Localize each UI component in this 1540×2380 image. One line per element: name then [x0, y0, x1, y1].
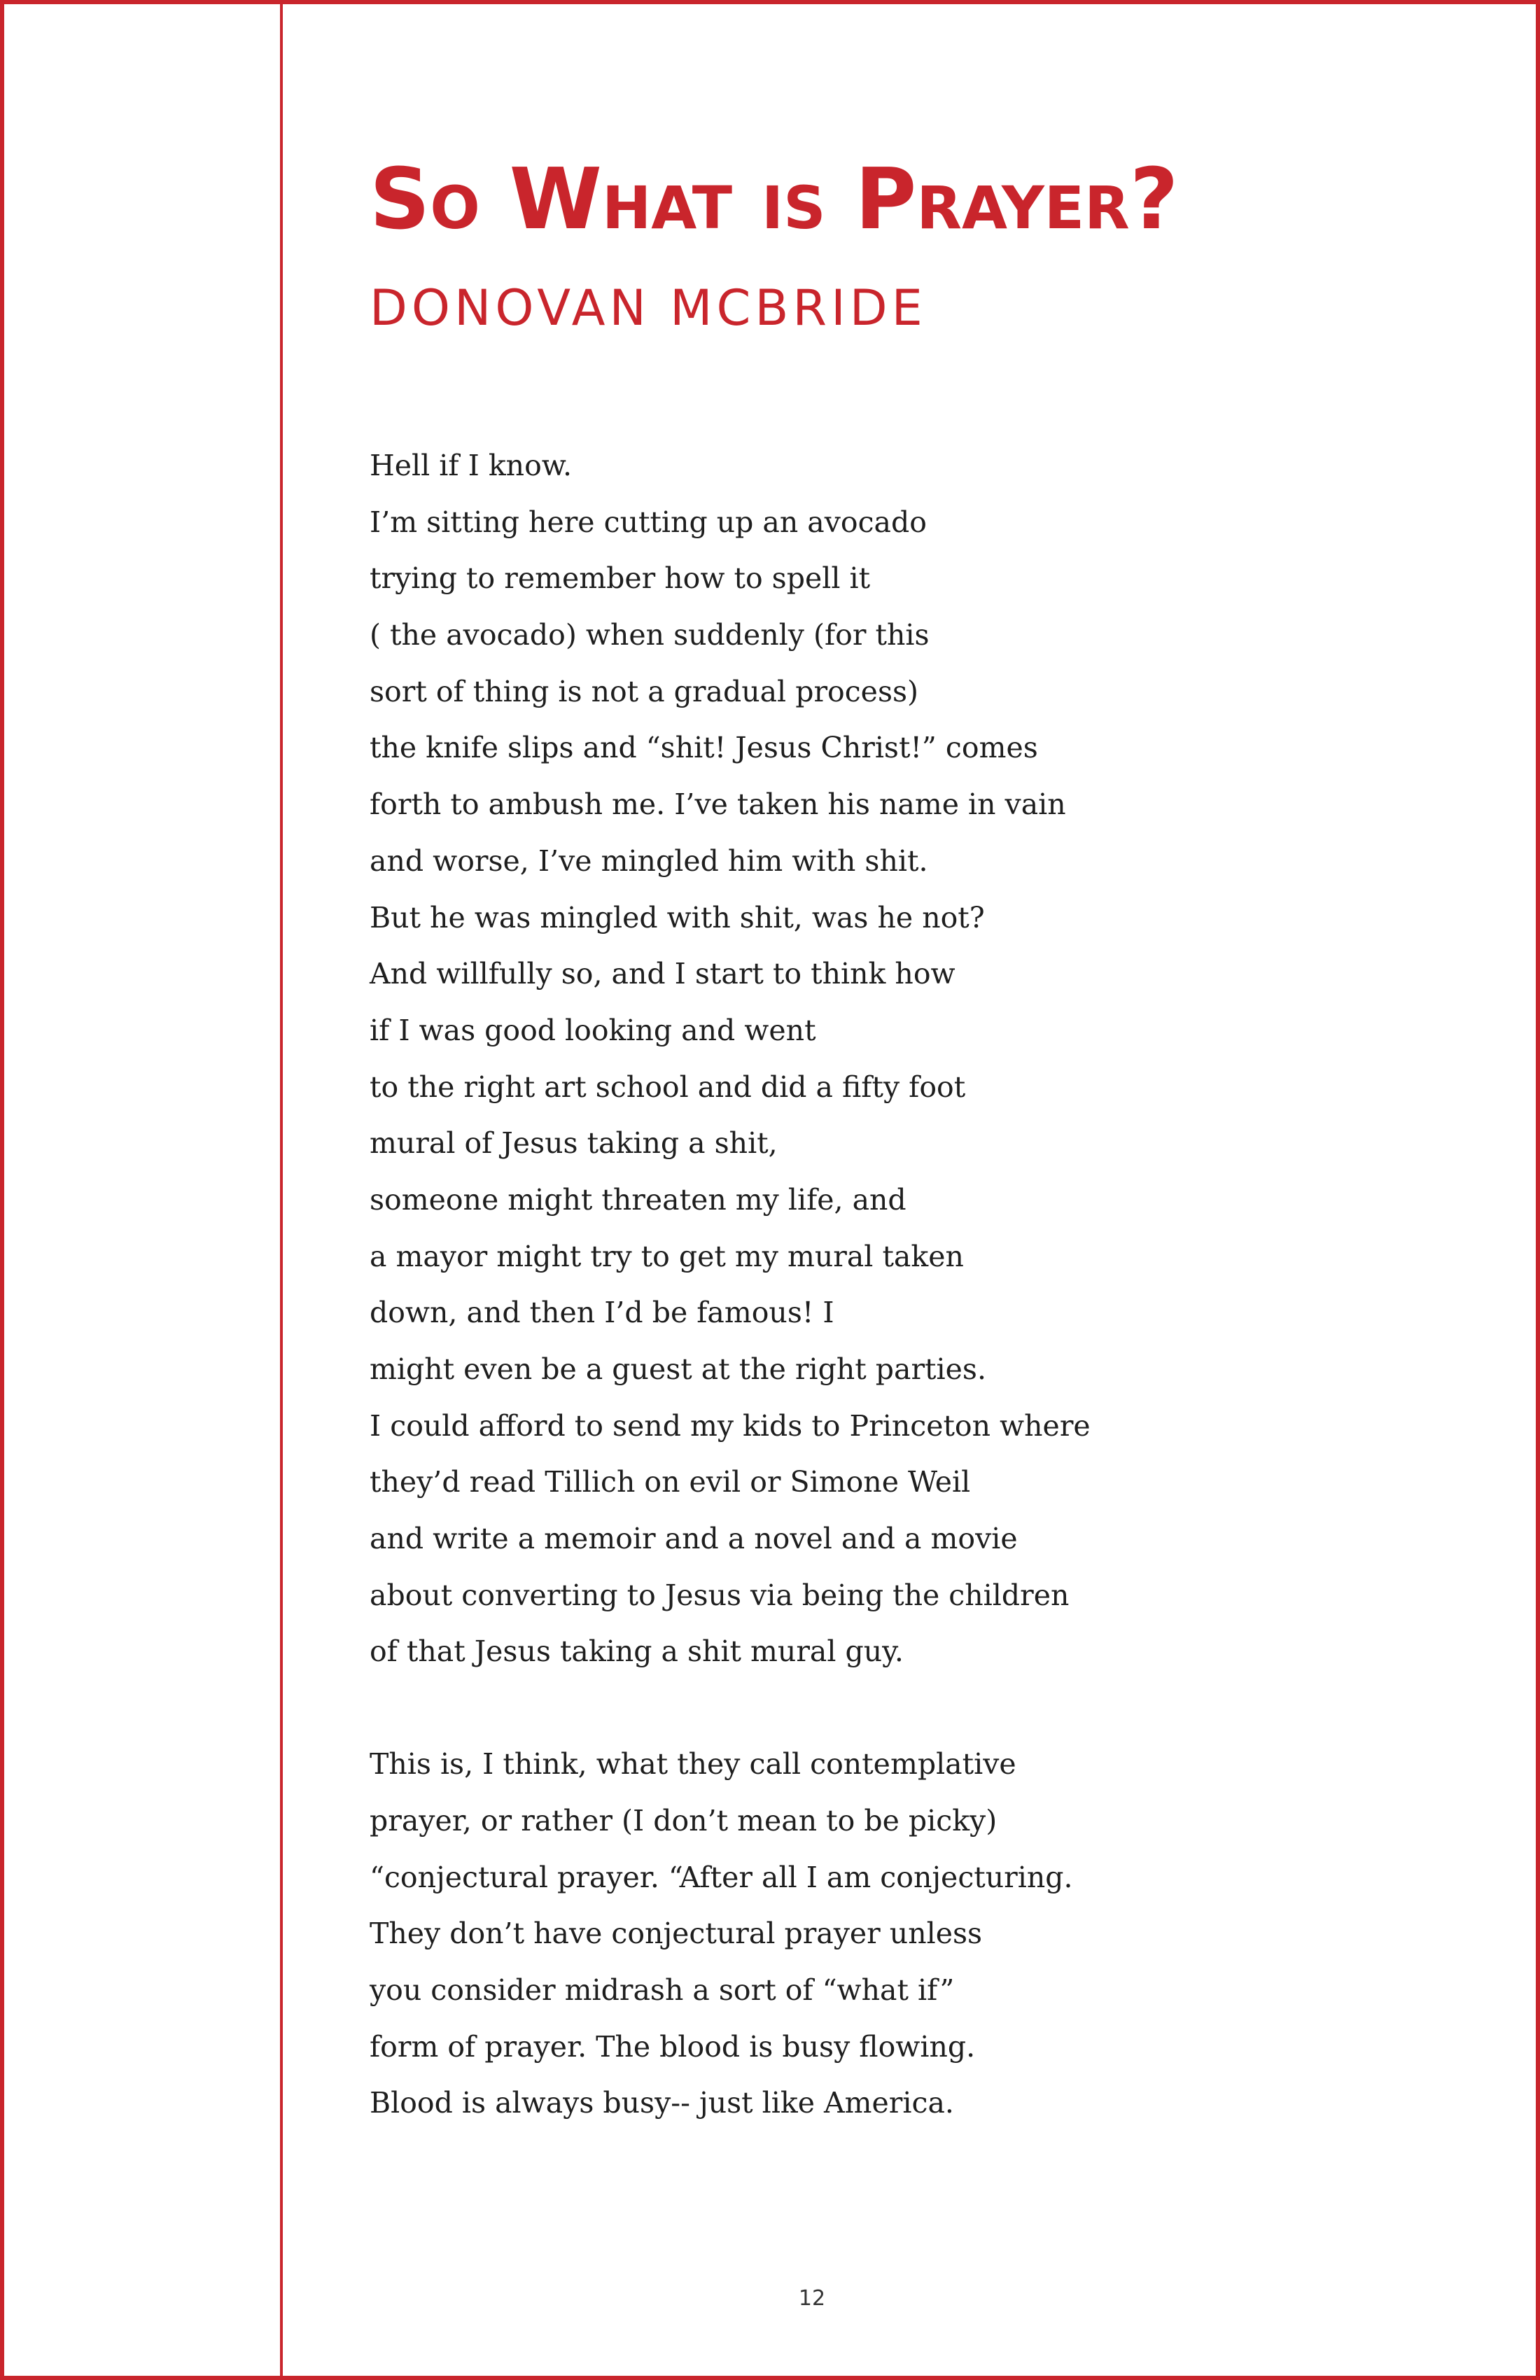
- poem-line: if I was good looking and went: [370, 1013, 816, 1047]
- author-name: DONOVAN MCBRIDE: [370, 279, 927, 337]
- poem-line: and worse, I’ve mingled him with shit.: [370, 844, 928, 878]
- poem-line: prayer, or rather (I don’t mean to be picky): [370, 1803, 997, 1837]
- poem-line: might even be a guest at the right parties.: [370, 1352, 986, 1386]
- poem-line: down, and then I’d be famous! I: [370, 1296, 834, 1330]
- poem-line: a mayor might try to get my mural taken: [370, 1239, 964, 1273]
- poem-line: they’d read Tillich on evil or Simone Weil: [370, 1465, 971, 1499]
- poem-line: I’m sitting here cutting up an avocado: [370, 505, 927, 539]
- poem-line: Hell if I know.: [370, 449, 573, 482]
- poem-line: you consider midrash a sort of “what if”: [370, 1973, 955, 2007]
- poem-line: form of prayer. The blood is busy flowing.: [370, 2029, 976, 2064]
- poem-line: ( the avocado) when suddenly (for this: [370, 618, 930, 652]
- poem-line: someone might threaten my life, and: [370, 1182, 906, 1217]
- poem-line: and write a memoir and a novel and a movie: [370, 1522, 1018, 1556]
- poem-line: to the right art school and did a fifty foot: [370, 1070, 966, 1104]
- stanza: [370, 441, 1462, 1684]
- poem-line: forth to ambush me. I’ve taken his name in vain: [370, 788, 1066, 822]
- poem-line: sort of thing is not a gradual process): [370, 674, 919, 708]
- margin-rule: [280, 0, 283, 2380]
- poem-line: They don’t have conjectural prayer unless: [370, 1917, 983, 1951]
- poem-line: “conjectural prayer. “After all I am conjecturing.: [370, 1860, 1073, 1894]
- poem-line: trying to remember how to spell it: [370, 561, 871, 596]
- poem-line: But he was mingled with shit, was he not?: [370, 900, 985, 934]
- poem-line: And willfully so, and I start to think how: [370, 957, 955, 991]
- poem-line: Blood is always busy-- just like America.: [370, 2086, 954, 2120]
- poem-line: mural of Jesus taking a shit,: [370, 1126, 778, 1161]
- page-number: 12: [798, 2286, 826, 2311]
- stanza: [370, 1740, 1462, 2135]
- poem-line: I could afford to send my kids to Princeton where: [370, 1408, 1091, 1443]
- poem-line: This is, I think, what they call contemplative: [370, 1747, 1016, 1782]
- poem-line: the knife slips and “shit! Jesus Christ!” comes: [370, 731, 1038, 765]
- poem-body: [370, 441, 1462, 2191]
- poem-line: about converting to Jesus via being the children: [370, 1578, 1070, 1612]
- poem-line: of that Jesus taking a shit mural guy.: [370, 1634, 904, 1669]
- poem-title: So What is Prayer?: [370, 151, 1179, 248]
